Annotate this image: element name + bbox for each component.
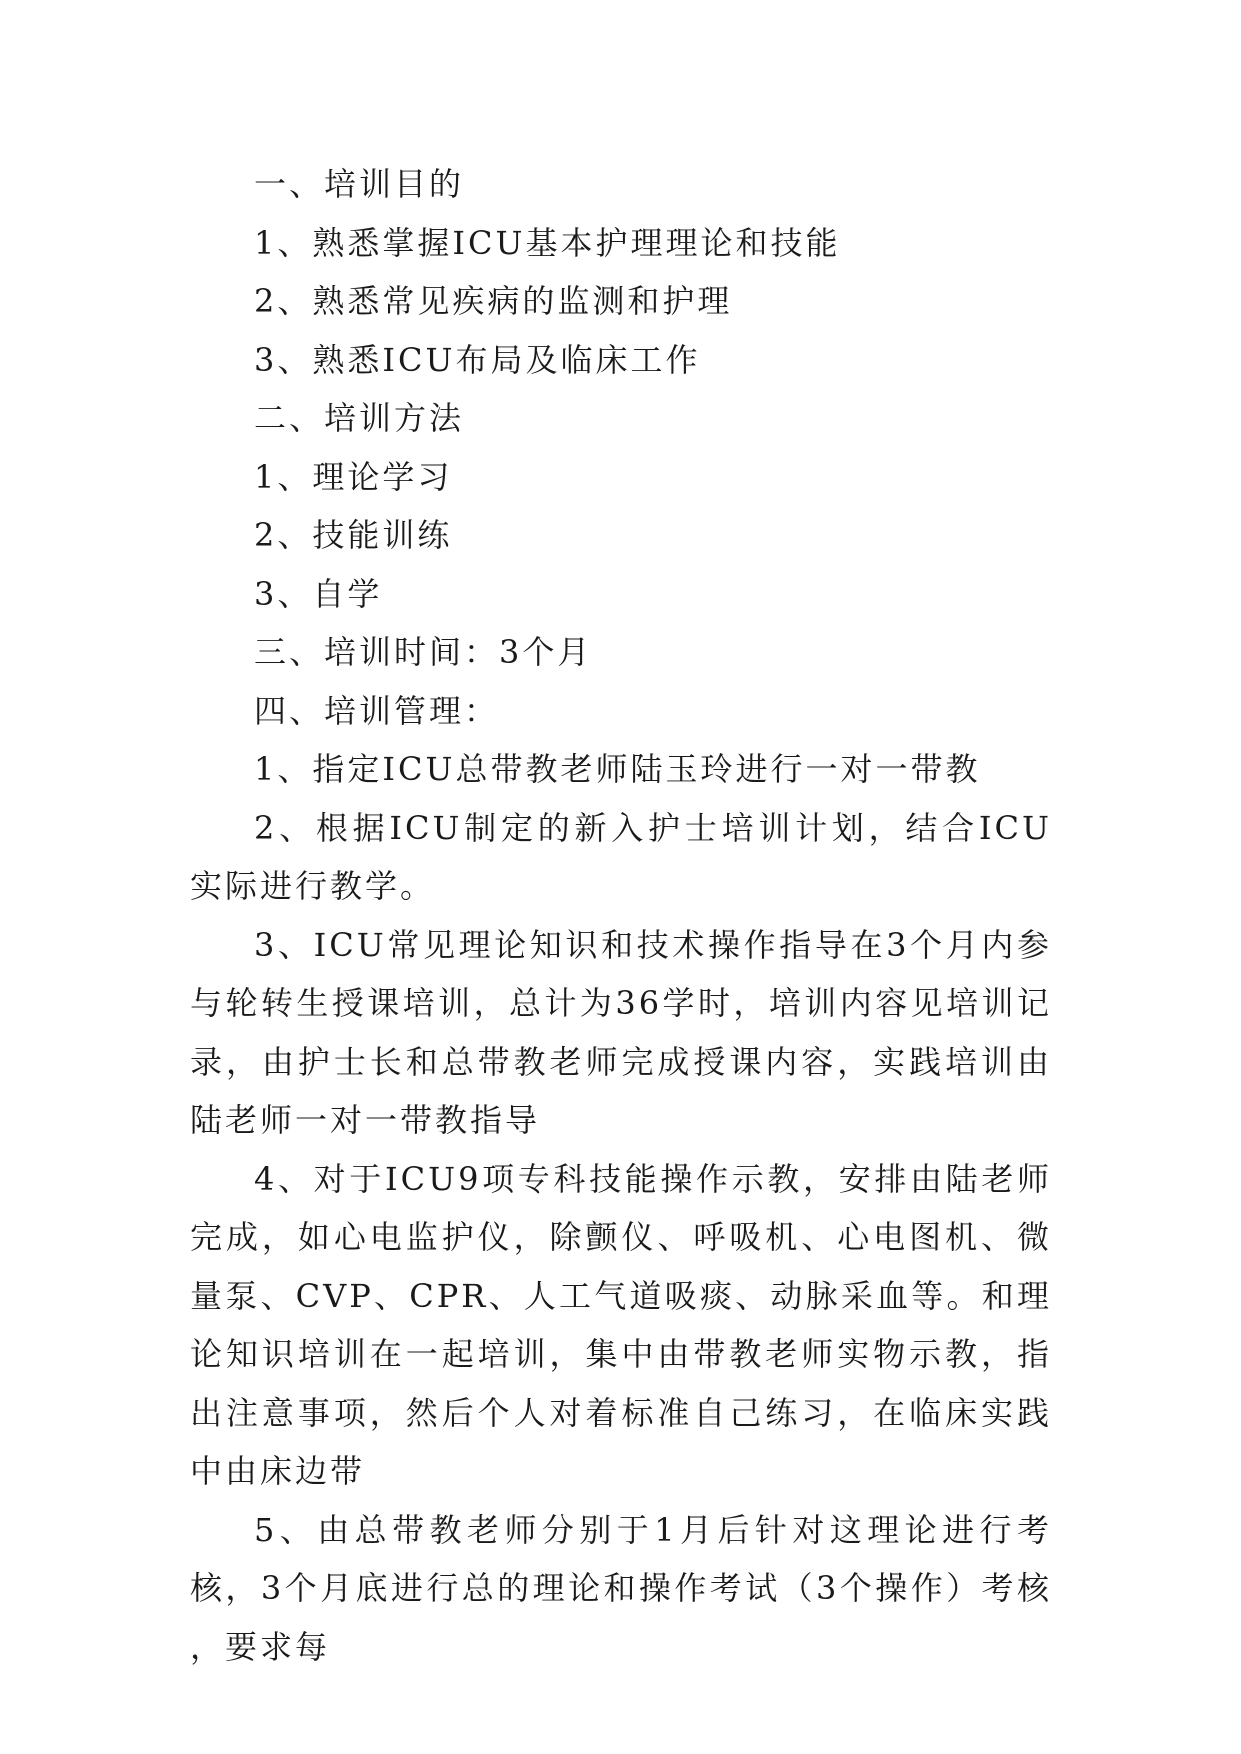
section-heading-duration: 三、培训时间：3个月 bbox=[254, 633, 593, 671]
list-item: 1、理论学习 bbox=[254, 457, 453, 496]
document-body bbox=[190, 155, 1052, 1676]
list-item: 4、对于ICU9项专科技能操作示教，安排由陆老师完成，如心电监护仪，除颤仪、呼吸机、心电图机、微量泵、CVP、CPR、人工气道吸痰、动脉采血等。和理论知识培训在一起培训，集中由带教老师实物示教，指出注意事项，然后个人对着标准自己练习，在临床实践中由床边带 bbox=[190, 1159, 1052, 1490]
list-item: 1、指定ICU总带教老师陆玉玲进行一对一带教 bbox=[254, 750, 981, 788]
list-item: 2、技能训练 bbox=[254, 516, 453, 554]
section-heading-method: 二、培训方法 bbox=[254, 399, 465, 437]
list-item: 3、ICU常见理论知识和技术操作指导在3个月内参与轮转生授课培训，总计为36学时，培训内容见培训记录，由护士长和总带教老师完成授课内容，实践培训由陆老师一对一带教指导 bbox=[190, 925, 1052, 1139]
section-heading-management: 四、培训管理： bbox=[254, 691, 500, 730]
list-item: 5、由总带教老师分别于1月后针对这理论进行考核，3个月底进行总的理论和操作考试（3个操作）考核 ，要求每 bbox=[190, 1510, 1052, 1666]
section-heading-purpose: 一、培训目的 bbox=[254, 165, 465, 203]
list-item: 2、根据ICU制定的新入护士培训计划，结合ICU实际进行教学。 bbox=[190, 808, 1052, 905]
list-item: 2、熟悉常见疾病的监测和护理 bbox=[254, 282, 733, 320]
list-item: 3、自学 bbox=[254, 574, 383, 613]
list-item: 1、熟悉掌握ICU基本护理理论和技能 bbox=[254, 223, 841, 262]
list-item: 3、熟悉ICU布局及临床工作 bbox=[254, 340, 701, 379]
